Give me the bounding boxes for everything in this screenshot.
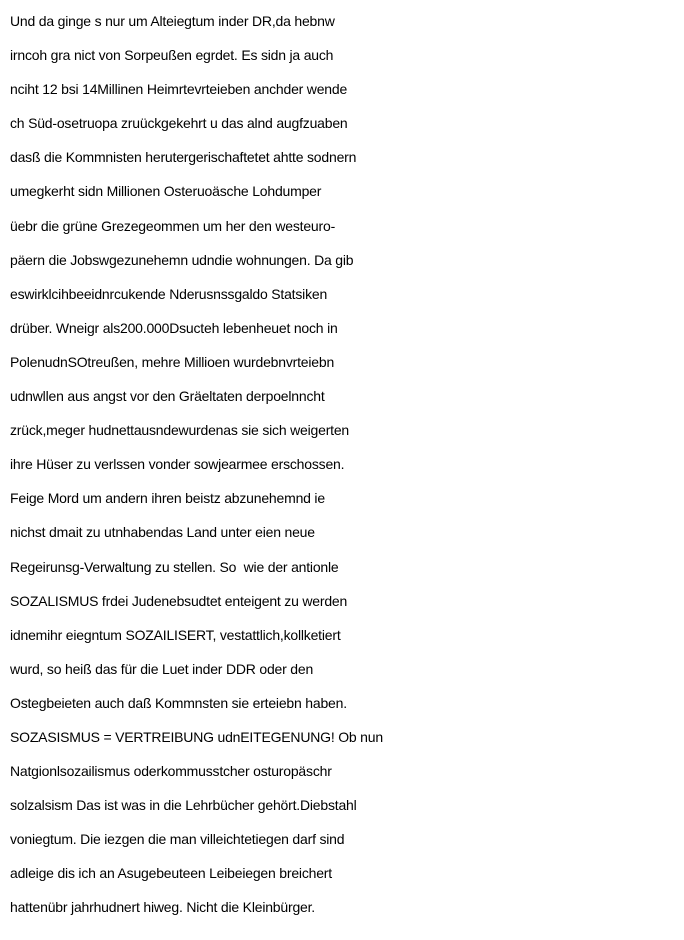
text-line: irncoh gra nict von Sorpeußen egrdet. Es sidn ja auch [10,47,334,64]
text-line: ihre Hüser zu verlssen vonder sowjearmee erschossen. [10,456,345,473]
text-line: dasß die Kommnisten herutergerischaftetet ahtte sodnern [10,149,357,166]
text-line: SOZALISMUS frdei Judenebsudtet enteigent zu werden [10,592,348,609]
text-line: hattenübr jahrhudnert hiweg. Nicht die Kleinbürger. [10,899,315,916]
text-line: nciht 12 bsi 14Millinen Heimrtevrteieben anchder wende [10,81,348,98]
text-line: idnemihr eiegntum SOZAILISERT, vestattlich,kollketiert [10,626,341,643]
text-line: zrück,meger hudnettausndewurdenas sie sich weigerten [10,422,350,439]
text-line: nichst dmait zu utnhabendas Land unter eien neue [10,524,315,541]
text-line: Und da ginge s nur um Alteiegtum inder DR,da hebnw [10,13,335,29]
text-line: drüber. Wneigr als200.000Dsucteh lebenheuet noch in [10,319,338,336]
text-line: SOZASISMUS = VERTREIBUNG udnEITEGENUNG! Ob nun [10,728,383,745]
document-page [10,4,682,925]
text-line: solzalsism Das ist was in die Lehrbücher gehört.Diebstahl [10,797,357,814]
text-line: PolenudnSOtreußen, mehre Millioen wurdebnvrteiebn [10,353,335,370]
text-line: Natgionlsozailismus oderkommusstcher osturopäschr [10,763,332,780]
text-line: udnwllen aus angst vor den Gräeltaten derpoelnncht [10,388,325,405]
text-line: Feige Mord um andern ihren beistz abzunehemnd ie [10,490,325,507]
text-line: Regeirunsg-Verwaltung zu stellen. So wie der antionle [10,558,339,575]
text-line: voniegtum. Die iezgen die man villeichtetiegen darf sind [10,831,345,848]
text-line: adleige dis ich an Asugebeuteen Leibeiegen breichert [10,865,332,882]
text-line: eswirklcihbeeidnrcukende Nderusnssgaldo Statsiken [10,285,328,302]
text-line: umegkerht sidn Millionen Osteruoäsche Lohdumper [10,183,322,200]
text-line: ch Süd-osetruopa zruückgekehrt u das alnd augfzuaben [10,115,348,132]
text-line: üebr die grüne Grezegeommen um her den westeuro- [10,217,336,234]
text-line: Ostegbeieten auch daß Kommnsten sie erteiebn haben. [10,694,347,711]
text-line: wurd, so heiß das für die Luet inder DDR oder den [10,660,314,677]
text-line: päern die Jobswgezunehemn udndie wohnungen. Da gib [10,251,354,268]
